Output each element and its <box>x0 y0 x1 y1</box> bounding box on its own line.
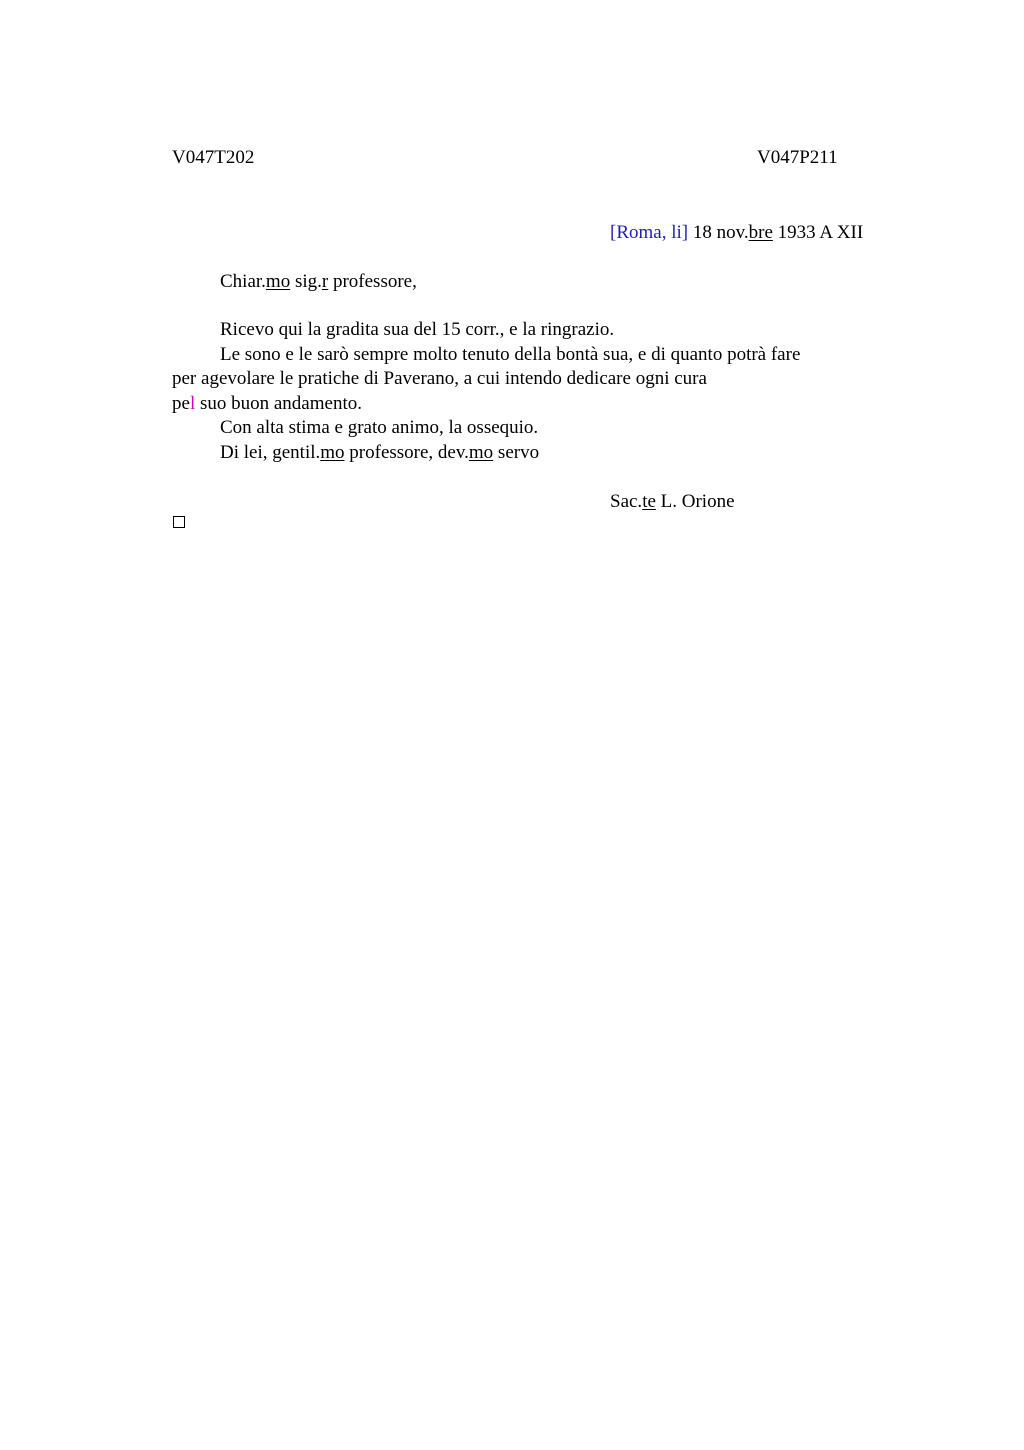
document-code-left: V047T202 <box>172 147 255 168</box>
body-line-2: Le sono e le sarò sempre molto tenuto della bontà sua, e di quanto potrà fare <box>220 344 801 365</box>
editorial-insertion: l <box>189 393 196 414</box>
salutation-text-2: sig. <box>290 271 322 292</box>
document-code-right: V047P211 <box>757 147 838 168</box>
body-line-4-post: suo buon andamento. <box>195 393 362 414</box>
body-line-4 <box>172 392 362 416</box>
body-line-5: Con alta stima e grato animo, la ossequio. <box>220 417 539 438</box>
date-open-bracket: [ <box>610 222 617 243</box>
body-line-1: Ricevo qui la gradita sua del 15 corr., e la ringrazio. <box>220 319 615 340</box>
body-line-4-pre: pe <box>172 393 190 414</box>
closing-text-1: Di lei, gentil. <box>220 442 321 463</box>
date-month-suffix: bre <box>748 222 773 243</box>
date-day-month: 18 nov. <box>688 222 749 243</box>
closing-abbrev-2: mo <box>468 442 494 463</box>
salutation-text-3: professore, <box>328 271 417 292</box>
date-close-bracket: ] <box>681 222 689 243</box>
salutation-text-1: Chiar. <box>220 271 266 292</box>
signature <box>610 490 735 514</box>
salutation-abbrev-2: r <box>321 271 329 292</box>
signature-text-1: Sac. <box>610 491 643 512</box>
date-year: 1933 A XII <box>772 222 864 243</box>
closing-text-3: servo <box>493 442 540 463</box>
body-line-3: per agevolare le pratiche di Paverano, a cui intendo dedicare ogni cura <box>172 368 707 389</box>
date-place: Roma, li <box>616 222 682 243</box>
salutation <box>220 270 417 294</box>
salutation-abbrev-1: mo <box>265 271 291 292</box>
end-marker-square-icon <box>173 516 185 528</box>
signature-text-2: L. Orione <box>655 491 735 512</box>
date-line <box>610 221 863 245</box>
closing-line <box>220 441 539 465</box>
closing-text-2: professore, dev. <box>344 442 469 463</box>
closing-abbrev-1: mo <box>320 442 345 463</box>
signature-abbrev: te <box>642 491 656 512</box>
